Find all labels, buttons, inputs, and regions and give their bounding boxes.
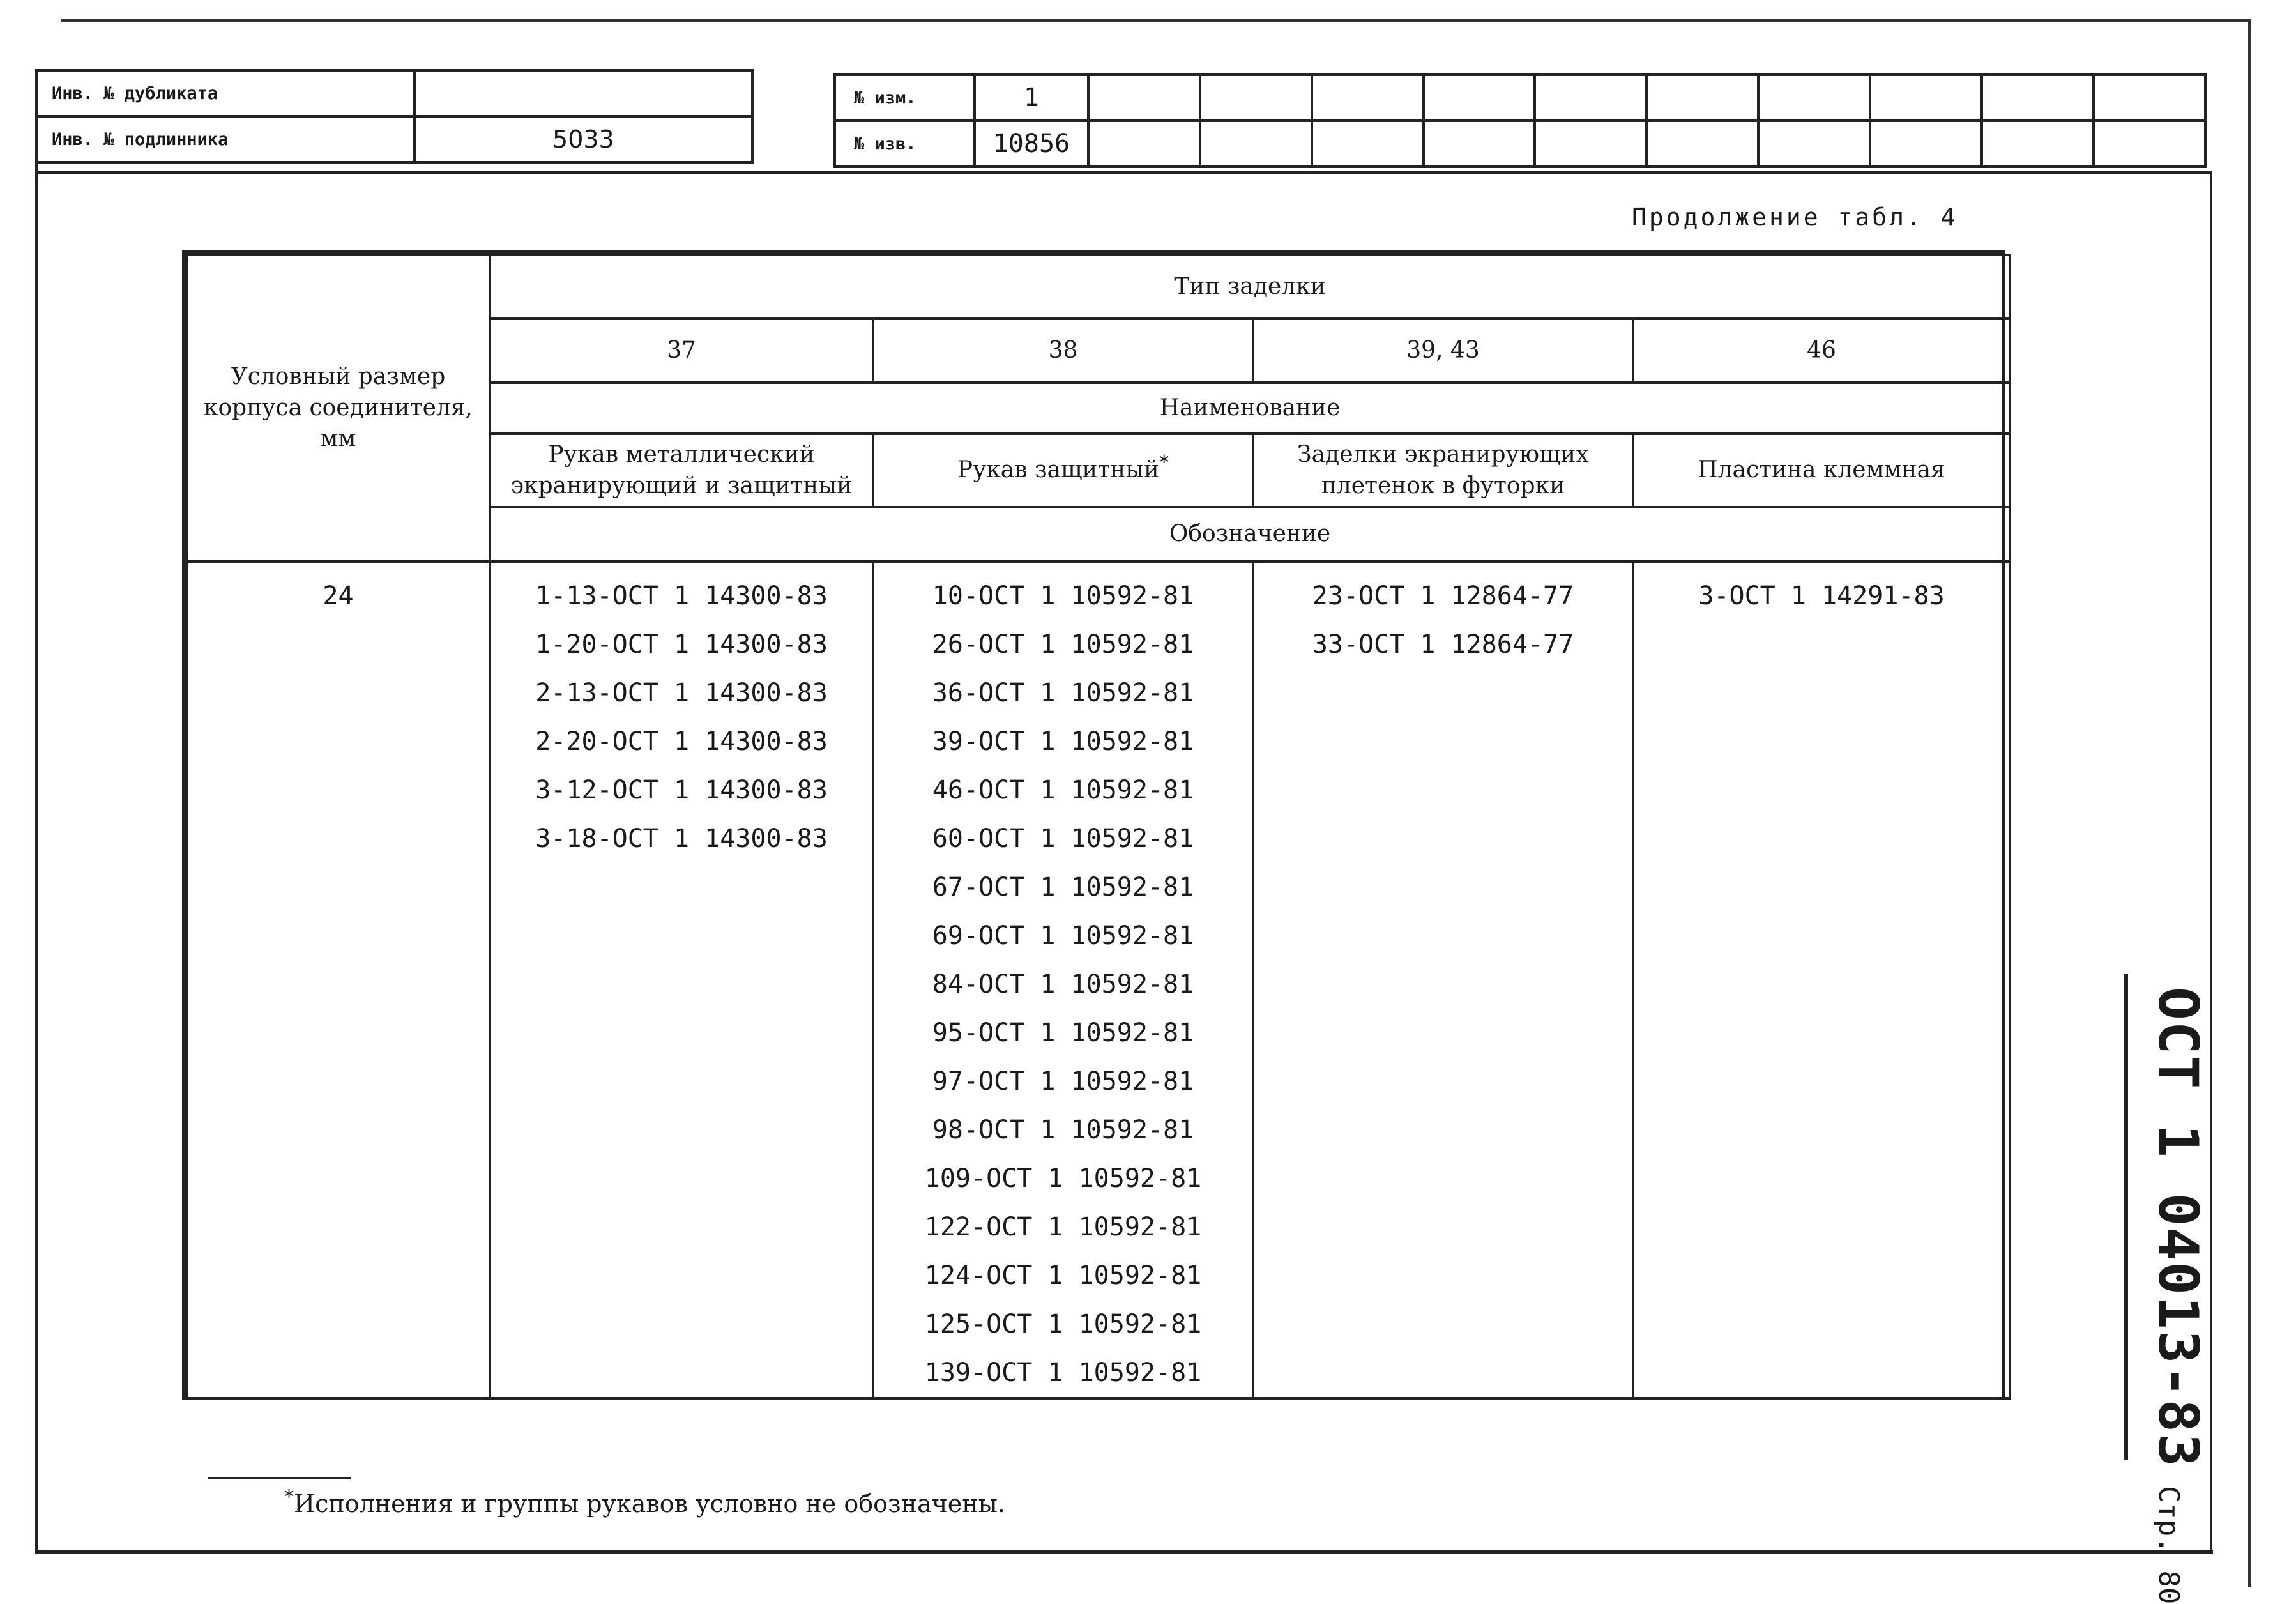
stamp-empty-cell <box>1870 121 1982 167</box>
name-header: Наименование <box>490 383 2010 434</box>
column-name <box>490 434 873 507</box>
stamp-row-duplicate <box>36 70 752 116</box>
side-stamp-rotated <box>2146 987 2210 1604</box>
designation-item: 125-ОСТ 1 10592-81 <box>924 1310 1202 1339</box>
designation-column <box>873 561 1253 1398</box>
designation-item: 124-ОСТ 1 10592-81 <box>924 1261 1202 1290</box>
designation-item: 97-ОСТ 1 10592-81 <box>932 1067 1194 1096</box>
designation-item: 69-ОСТ 1 10592-81 <box>932 921 1194 951</box>
frame-left-line <box>35 69 38 1552</box>
designation-item: 10-ОСТ 1 10592-81 <box>932 581 1194 611</box>
stamp-row-notice <box>835 121 2205 167</box>
stamp-empty-cell <box>1312 75 1424 121</box>
stamp-label: № изв. <box>835 121 975 167</box>
frame-inner-right-line <box>2210 172 2212 1552</box>
frame-bottom-line <box>35 1550 2213 1554</box>
stamp-empty-cell <box>1982 121 2094 167</box>
stamp-empty-cell <box>1646 121 1758 167</box>
stamp-empty-cell <box>1535 121 1646 167</box>
designation-item: 2-13-ОСТ 1 14300-83 <box>535 678 828 708</box>
stamp-row-original <box>36 116 752 162</box>
stamp-empty-cell <box>2094 75 2205 121</box>
designation-item: 3-ОСТ 1 14291-83 <box>1698 581 1945 611</box>
designation-header: Обозначение <box>490 507 2010 561</box>
designation-item: 139-ОСТ 1 10592-81 <box>924 1358 1202 1387</box>
stamp-empty-cell <box>1758 75 1870 121</box>
designation-item: 67-ОСТ 1 10592-81 <box>932 873 1194 902</box>
column-name-text: Рукав защитный <box>957 457 1160 484</box>
main-table <box>182 250 2005 1400</box>
stamp-empty-cell <box>1088 75 1200 121</box>
designation-item: 122-ОСТ 1 10592-81 <box>924 1212 1202 1242</box>
stamp-value <box>414 70 752 116</box>
frame-right-line <box>2248 19 2251 1587</box>
column-name <box>873 434 1253 507</box>
stamp-row-change <box>835 75 2205 121</box>
column-name-text: Заделки экранирующих плетенок в футорки <box>1297 441 1589 499</box>
column-name <box>1633 434 2010 507</box>
size-value: 24 <box>186 561 490 1398</box>
stamp-empty-cell <box>1982 75 2094 121</box>
designation-column <box>1633 561 2010 1398</box>
footnote-mark: * <box>284 1486 294 1509</box>
footnote-rule <box>208 1477 351 1479</box>
stamp-label: Инв. № дубликата <box>36 70 414 116</box>
stamp-empty-cell <box>1646 75 1758 121</box>
designation-column <box>490 561 873 1398</box>
column-name <box>1253 434 1633 507</box>
footnote <box>284 1486 1005 1518</box>
designation-item: 2-20-ОСТ 1 14300-83 <box>535 727 828 756</box>
page-number: Стр. 80 <box>2152 1485 2185 1604</box>
stamp-empty-cell <box>2094 121 2205 167</box>
designation-item: 23-ОСТ 1 12864-77 <box>1312 581 1574 611</box>
column-name-text: Рукав металлический экранирующий и защитный <box>510 441 853 499</box>
type-code: 37 <box>490 319 873 383</box>
type-code: 46 <box>1633 319 2010 383</box>
designation-item: 95-ОСТ 1 10592-81 <box>932 1018 1194 1048</box>
column-name-text: Пластина клеммная <box>1698 457 1945 484</box>
stamp-empty-cell <box>1200 75 1312 121</box>
stamp-empty-cell <box>1424 75 1535 121</box>
stamp-empty-cell <box>1870 75 1982 121</box>
header-row-type <box>186 255 2010 319</box>
type-header: Тип заделки <box>490 255 2010 319</box>
designation-item: 3-18-ОСТ 1 14300-83 <box>535 824 828 853</box>
designation-item: 46-ОСТ 1 10592-81 <box>932 775 1194 805</box>
designation-item: 109-ОСТ 1 10592-81 <box>924 1164 1202 1193</box>
stamp-label: Инв. № подлинника <box>36 116 414 162</box>
side-stamp <box>2133 987 2210 1604</box>
frame-top-line <box>61 19 2251 22</box>
stamp-empty-cell <box>1200 121 1312 167</box>
stamp-label: № изм. <box>835 75 975 121</box>
size-header: Условный размер корпуса соединителя, мм <box>186 255 490 561</box>
inventory-stamp <box>35 69 754 164</box>
designation-item: 3-12-ОСТ 1 14300-83 <box>535 775 828 805</box>
document-number: ОСТ 1 04013-83 <box>2146 987 2210 1468</box>
designation-item: 98-ОСТ 1 10592-81 <box>932 1115 1194 1145</box>
stamp-empty-cell <box>1424 121 1535 167</box>
stamp-empty-cell <box>1312 121 1424 167</box>
side-stamp-rule <box>2124 974 2128 1460</box>
type-code: 39, 43 <box>1253 319 1633 383</box>
data-row <box>186 561 2010 1398</box>
change-stamp <box>833 73 2207 168</box>
stamp-value: 1 <box>975 75 1088 121</box>
stamp-value: 5033 <box>414 116 752 162</box>
stamp-empty-cell <box>1758 121 1870 167</box>
designation-item: 33-ОСТ 1 12864-77 <box>1312 630 1574 659</box>
designation-item: 39-ОСТ 1 10592-81 <box>932 727 1194 756</box>
designation-column <box>1253 561 1633 1398</box>
designation-item: 26-ОСТ 1 10592-81 <box>932 630 1194 659</box>
stamp-empty-cell <box>1535 75 1646 121</box>
stamp-value: 10856 <box>975 121 1088 167</box>
footnote-text: Исполнения и группы рукавов условно не обозначены. <box>294 1490 1005 1518</box>
designation-item: 84-ОСТ 1 10592-81 <box>932 970 1194 999</box>
designation-item: 60-ОСТ 1 10592-81 <box>932 824 1194 853</box>
designation-item: 1-13-ОСТ 1 14300-83 <box>535 581 828 611</box>
footnote-mark: * <box>1159 452 1169 475</box>
type-code: 38 <box>873 319 1253 383</box>
stamp-empty-cell <box>1088 121 1200 167</box>
designation-item: 1-20-ОСТ 1 14300-83 <box>535 630 828 659</box>
frame-inner-top-line <box>35 171 2212 174</box>
table-continuation-caption: Продолжение табл. 4 <box>1632 203 1958 231</box>
designation-item: 36-ОСТ 1 10592-81 <box>932 678 1194 708</box>
